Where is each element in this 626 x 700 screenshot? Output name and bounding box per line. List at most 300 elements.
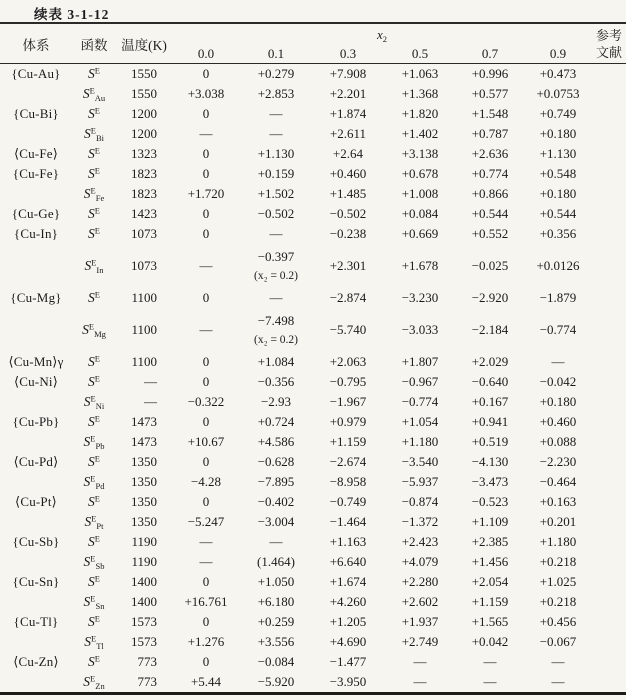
value-cell: −8.958 — [329, 474, 367, 489]
system-cell: ⟨Cu-Zn⟩ — [13, 654, 59, 669]
header-x2-value: 0.7 — [481, 45, 499, 61]
value-cell: +1.054 — [401, 414, 439, 429]
value-cell: +2.063 — [329, 354, 367, 369]
value-cell: −0.067 — [539, 634, 577, 649]
value-cell: +0.787 — [471, 126, 509, 141]
value-cell: +1.205 — [329, 614, 367, 629]
value-cell: +0.218 — [539, 594, 577, 609]
reference-cell — [592, 672, 626, 694]
table-row — [0, 412, 626, 432]
value-cell: −5.247 — [187, 514, 225, 529]
value-cell: — — [199, 322, 213, 337]
value-cell: −0.238 — [329, 226, 367, 241]
temperature-cell: 1350 — [131, 454, 157, 469]
function-cell: $S^E_{Tl}$ — [84, 633, 104, 651]
value-cell: −0.397 (x₂ = 0.2) — [253, 249, 299, 282]
value-cell: +1.720 — [187, 186, 225, 201]
value-cell: 0 — [202, 454, 210, 469]
reference-cell — [592, 432, 626, 452]
value-cell: +5.44 — [190, 674, 222, 689]
reference-cell — [592, 104, 626, 124]
system-cell: {Cu-Ge} — [11, 206, 61, 221]
table-row — [0, 452, 626, 472]
function-cell: $S^E$ — [88, 145, 100, 161]
value-cell: +2.054 — [471, 574, 509, 589]
function-cell: $S^E$ — [88, 533, 100, 549]
value-cell: — — [551, 354, 565, 369]
value-cell: +1.130 — [257, 146, 295, 161]
reference-cell — [592, 204, 626, 224]
table-row — [0, 432, 626, 452]
system-cell: ⟨Cu-Pd⟩ — [13, 454, 59, 469]
temperature-cell: 1190 — [131, 554, 157, 569]
value-cell: −3.473 — [471, 474, 509, 489]
value-cell: +0.180 — [539, 186, 577, 201]
value-cell: −3.230 — [401, 290, 439, 305]
value-cell: — — [269, 226, 283, 241]
value-cell: +1.050 — [257, 574, 295, 589]
system-cell — [0, 432, 72, 452]
value-cell: −0.774 — [401, 394, 439, 409]
value-cell: 0 — [202, 146, 210, 161]
temperature-cell: 1573 — [131, 634, 157, 649]
value-cell: — — [551, 674, 565, 689]
value-cell: — — [483, 674, 497, 689]
header-x2-value: 0.9 — [549, 45, 567, 61]
value-cell: +0.519 — [471, 434, 509, 449]
function-cell: $S^E_{Bi}$ — [84, 125, 104, 143]
value-cell: 0 — [202, 354, 210, 369]
function-cell: $S^E_{Pd}$ — [83, 473, 105, 491]
system-cell: {Cu-Sn} — [12, 574, 60, 589]
temperature-cell: 773 — [137, 674, 157, 689]
header-reference-line2: 文献 — [595, 44, 622, 60]
value-cell: −0.402 — [257, 494, 295, 509]
system-cell — [0, 592, 72, 612]
table-row — [0, 532, 626, 552]
system-cell — [0, 244, 72, 288]
value-cell: — — [269, 106, 283, 121]
value-cell: +0.749 — [539, 106, 577, 121]
value-cell: +1.485 — [329, 186, 367, 201]
value-cell: — — [199, 258, 213, 273]
value-cell: −2.230 — [539, 454, 577, 469]
value-cell: −0.042 — [539, 374, 577, 389]
value-cell: +6.640 — [329, 554, 367, 569]
temperature-cell: 1350 — [131, 494, 157, 509]
value-cell: +10.67 — [187, 434, 225, 449]
table-row — [0, 224, 626, 244]
value-cell: +1.807 — [401, 354, 439, 369]
function-cell: $S^E_{Ni}$ — [83, 393, 105, 411]
temperature-cell: 1350 — [131, 514, 157, 529]
temperature-cell: 1100 — [131, 354, 157, 369]
function-cell: $S^E$ — [88, 205, 100, 221]
table-row — [0, 552, 626, 572]
value-cell: 0 — [202, 290, 210, 305]
value-cell: +0.042 — [471, 634, 509, 649]
temperature-cell: 1423 — [131, 206, 157, 221]
temperature-cell: 1823 — [131, 166, 157, 181]
value-cell: +1.159 — [329, 434, 367, 449]
value-cell: −0.749 — [329, 494, 367, 509]
function-cell: $S^E$ — [88, 373, 100, 389]
function-cell: $S^E_{Fe}$ — [83, 185, 105, 203]
value-cell: +2.301 — [329, 258, 367, 273]
table-row — [0, 164, 626, 184]
value-cell: +1.502 — [257, 186, 295, 201]
value-cell: −2.920 — [471, 290, 509, 305]
temperature-cell: 1350 — [131, 474, 157, 489]
header-reference-line1: 参考 — [595, 27, 622, 43]
table-row — [0, 472, 626, 492]
data-table — [0, 22, 626, 695]
value-cell: +0.678 — [401, 166, 439, 181]
header-x2 — [172, 23, 592, 44]
value-cell: +1.025 — [539, 574, 577, 589]
table-body — [0, 64, 626, 694]
value-cell: −4.130 — [471, 454, 509, 469]
temperature-cell: 1473 — [131, 414, 157, 429]
value-cell: +0.460 — [539, 414, 577, 429]
value-cell: (1.464) — [257, 554, 295, 569]
reference-cell — [592, 164, 626, 184]
temperature-cell: 773 — [137, 654, 157, 669]
table-row — [0, 492, 626, 512]
reference-cell — [592, 124, 626, 144]
reference-cell — [592, 64, 626, 85]
value-cell: — — [199, 554, 213, 569]
system-cell: {Cu-Tl} — [13, 614, 59, 629]
function-cell: $S^E_{Mg}$ — [82, 321, 106, 339]
value-cell: +0.0126 — [536, 258, 580, 273]
value-cell: +0.180 — [539, 126, 577, 141]
value-cell: +2.029 — [471, 354, 509, 369]
temperature-cell: 1200 — [131, 106, 157, 121]
value-cell: +0.996 — [456, 64, 524, 85]
value-cell: — — [199, 126, 213, 141]
value-cell: +3.556 — [257, 634, 295, 649]
value-cell: — — [269, 126, 283, 141]
value-cell: +0.456 — [539, 614, 577, 629]
system-cell: {Cu-Mg} — [10, 290, 62, 305]
temperature-cell: 1073 — [131, 226, 157, 241]
reference-cell — [592, 532, 626, 552]
table-row — [0, 372, 626, 392]
value-cell: −5.740 — [329, 322, 367, 337]
value-cell: −0.356 — [257, 374, 295, 389]
value-cell: 0 — [202, 106, 210, 121]
value-cell: +0.167 — [471, 394, 509, 409]
temperature-cell: 1400 — [131, 594, 157, 609]
value-cell: 0 — [202, 374, 210, 389]
value-cell: +1.008 — [401, 186, 439, 201]
table-row — [0, 184, 626, 204]
value-cell: 0 — [202, 166, 210, 181]
temperature-cell: 1550 — [131, 86, 157, 101]
value-cell: — — [551, 654, 565, 669]
reference-cell — [592, 492, 626, 512]
table-row — [0, 592, 626, 612]
value-cell: −2.874 — [329, 290, 367, 305]
value-cell: +2.611 — [329, 126, 367, 141]
value-cell: +0.279 — [240, 64, 312, 85]
value-cell: −3.004 — [257, 514, 295, 529]
value-cell: −1.477 — [329, 654, 367, 669]
temperature-cell: 1573 — [131, 614, 157, 629]
value-cell: +1.180 — [539, 534, 577, 549]
value-cell: −0.502 — [329, 206, 367, 221]
reference-cell — [592, 184, 626, 204]
system-cell — [0, 308, 72, 352]
function-cell: $S^E$ — [88, 613, 100, 629]
value-cell: 0 — [202, 574, 210, 589]
reference-cell — [592, 372, 626, 392]
value-cell: +1.063 — [384, 64, 456, 85]
function-cell: $S^E$ — [88, 453, 100, 469]
x2-symbol: x — [376, 27, 383, 42]
value-cell: +0.460 — [329, 166, 367, 181]
value-cell: −0.084 — [257, 654, 295, 669]
value-cell: 0 — [202, 414, 210, 429]
reference-cell — [592, 392, 626, 412]
table-row — [0, 612, 626, 632]
reference-cell — [592, 288, 626, 308]
function-cell: $S^E$ — [88, 105, 100, 121]
value-cell: −3.033 — [401, 322, 439, 337]
value-cell: 0 — [202, 206, 210, 221]
header-function: 函数 — [80, 37, 108, 53]
value-cell: — — [269, 290, 283, 305]
value-cell: +0.866 — [471, 186, 509, 201]
function-cell: $S^E$ — [88, 225, 100, 241]
value-cell: +2.385 — [471, 534, 509, 549]
value-cell: −2.184 — [471, 322, 509, 337]
value-cell: +0.180 — [539, 394, 577, 409]
reference-cell — [592, 632, 626, 652]
value-cell: +3.038 — [187, 86, 225, 101]
system-cell — [0, 472, 72, 492]
table-row — [0, 572, 626, 592]
table-row — [0, 288, 626, 308]
value-cell: +1.159 — [471, 594, 509, 609]
value-cell: +0.356 — [539, 226, 577, 241]
value-cell: +1.548 — [471, 106, 509, 121]
temperature-cell: 1100 — [131, 290, 157, 305]
temperature-cell: 1473 — [131, 434, 157, 449]
value-cell: −3.540 — [401, 454, 439, 469]
value-cell: −0.874 — [401, 494, 439, 509]
value-cell: −2.93 — [260, 394, 292, 409]
table-header — [0, 23, 626, 64]
value-cell: +7.908 — [312, 64, 384, 85]
function-cell: $S^E_{In}$ — [84, 257, 104, 275]
value-cell: +1.820 — [401, 106, 439, 121]
function-cell: $S^E_{Pt}$ — [84, 513, 104, 531]
system-cell — [0, 184, 72, 204]
reference-cell — [592, 512, 626, 532]
table-row — [0, 124, 626, 144]
temperature-cell: 1073 — [131, 258, 157, 273]
function-cell: $S^E_{Sb}$ — [83, 553, 105, 571]
value-cell: +1.084 — [257, 354, 295, 369]
value-cell: +1.402 — [401, 126, 439, 141]
value-cell: −5.937 — [401, 474, 439, 489]
value-cell: −1.464 — [329, 514, 367, 529]
value-cell: — — [199, 534, 213, 549]
value-cell: 0 — [202, 614, 210, 629]
value-cell: +4.079 — [401, 554, 439, 569]
reference-cell — [592, 84, 626, 104]
value-cell: 0 — [172, 64, 240, 85]
system-cell: {Cu-Pb} — [12, 414, 60, 429]
value-cell: +1.163 — [329, 534, 367, 549]
value-cell: +1.276 — [187, 634, 225, 649]
value-cell: +2.201 — [329, 86, 367, 101]
value-cell: +1.109 — [471, 514, 509, 529]
value-cell: +1.130 — [539, 146, 577, 161]
x2-subscript: 2 — [382, 34, 388, 44]
reference-cell — [592, 412, 626, 432]
temperature-cell: 1550 — [116, 64, 172, 85]
header-x2-value: 0.3 — [339, 45, 357, 61]
value-cell: +0.669 — [401, 226, 439, 241]
value-cell: −0.025 — [471, 258, 509, 273]
temperature-cell: — — [144, 394, 157, 409]
value-cell: +0.724 — [257, 414, 295, 429]
value-cell: +1.565 — [471, 614, 509, 629]
value-cell: +0.159 — [257, 166, 295, 181]
value-cell: +0.941 — [471, 414, 509, 429]
system-cell — [0, 632, 72, 652]
value-cell: +2.636 — [471, 146, 509, 161]
table-title: 续表 3-1-12 — [34, 7, 110, 22]
value-cell: +2.423 — [401, 534, 439, 549]
reference-cell — [592, 552, 626, 572]
value-cell: −4.28 — [190, 474, 222, 489]
value-cell: +1.937 — [401, 614, 439, 629]
function-cell: $S^E$ — [88, 653, 100, 669]
value-cell: +4.260 — [329, 594, 367, 609]
system-cell: {Cu-Sb} — [12, 534, 60, 549]
function-cell: $S^E$ — [88, 289, 100, 305]
value-cell: +1.674 — [329, 574, 367, 589]
header-temperature: 温度(K) — [121, 37, 167, 53]
function-cell: $S^E$ — [72, 64, 116, 85]
system-cell: {Cu-Fe} — [12, 166, 60, 181]
function-cell: $S^E$ — [88, 413, 100, 429]
value-cell: +2.749 — [401, 634, 439, 649]
value-cell: — — [269, 534, 283, 549]
header-x2-value: 0.5 — [411, 45, 429, 61]
value-cell: 0 — [202, 654, 210, 669]
reference-cell — [592, 472, 626, 492]
value-cell: −0.967 — [401, 374, 439, 389]
value-cell: +2.602 — [401, 594, 439, 609]
value-cell: −0.523 — [471, 494, 509, 509]
value-cell: +1.368 — [401, 86, 439, 101]
value-cell: +0.544 — [471, 206, 509, 221]
value-cell: +0.0753 — [536, 86, 580, 101]
value-cell: +0.544 — [539, 206, 577, 221]
value-cell: +0.163 — [539, 494, 577, 509]
value-cell: +2.853 — [257, 86, 295, 101]
value-cell: −1.879 — [539, 290, 577, 305]
table-row — [0, 632, 626, 652]
table-row — [0, 144, 626, 164]
value-cell: +4.586 — [257, 434, 295, 449]
header-row-1 — [0, 23, 626, 44]
table-row — [0, 352, 626, 372]
system-cell: ⟨Cu-Mn⟩γ — [8, 354, 64, 369]
value-cell: 0 — [202, 494, 210, 509]
reference-cell — [592, 352, 626, 372]
reference-cell — [592, 612, 626, 632]
table-row — [0, 244, 626, 288]
reference-cell — [592, 592, 626, 612]
reference-cell — [592, 652, 626, 672]
value-cell: — — [413, 654, 427, 669]
function-cell: $S^E$ — [88, 573, 100, 589]
value-cell: +0.774 — [471, 166, 509, 181]
temperature-cell: 1200 — [131, 126, 157, 141]
value-cell: — — [413, 674, 427, 689]
value-cell: +0.084 — [401, 206, 439, 221]
value-cell: — — [483, 654, 497, 669]
value-cell: +0.552 — [471, 226, 509, 241]
function-cell: $S^E_{Sn}$ — [83, 593, 105, 611]
value-cell: −0.774 — [539, 322, 577, 337]
value-cell: −0.502 — [257, 206, 295, 221]
temperature-cell: 1400 — [131, 574, 157, 589]
function-cell: $S^E$ — [88, 165, 100, 181]
table-row — [0, 64, 626, 85]
system-cell — [0, 552, 72, 572]
system-cell: {Cu-Au} — [0, 64, 72, 85]
value-cell: +1.874 — [329, 106, 367, 121]
table-row — [0, 308, 626, 352]
table-row — [0, 104, 626, 124]
value-cell: −1.967 — [329, 394, 367, 409]
system-cell — [0, 512, 72, 532]
system-cell — [0, 84, 72, 104]
value-cell: −2.674 — [329, 454, 367, 469]
value-cell: −0.464 — [539, 474, 577, 489]
value-cell: +0.088 — [539, 434, 577, 449]
value-cell: −0.322 — [187, 394, 225, 409]
value-cell: −0.795 — [329, 374, 367, 389]
system-cell: ⟨Cu-Fe⟩ — [13, 146, 59, 161]
value-cell: +0.979 — [329, 414, 367, 429]
value-cell: +1.180 — [401, 434, 439, 449]
value-cell: +0.473 — [524, 64, 592, 85]
reference-cell — [592, 452, 626, 472]
function-cell: $S^E_{Pb}$ — [83, 433, 105, 451]
value-cell: −0.640 — [471, 374, 509, 389]
reference-cell — [592, 244, 626, 288]
reference-cell — [592, 224, 626, 244]
temperature-cell: 1823 — [131, 186, 157, 201]
value-cell: +1.456 — [471, 554, 509, 569]
system-cell — [0, 124, 72, 144]
function-cell: $S^E_{Au}$ — [82, 85, 106, 103]
header-x2-value: 0.0 — [197, 45, 215, 61]
value-cell: +4.690 — [329, 634, 367, 649]
value-cell: +6.180 — [257, 594, 295, 609]
system-cell — [0, 672, 72, 694]
function-cell: $S^E_{Zn}$ — [83, 673, 105, 691]
header-reference — [592, 23, 626, 64]
